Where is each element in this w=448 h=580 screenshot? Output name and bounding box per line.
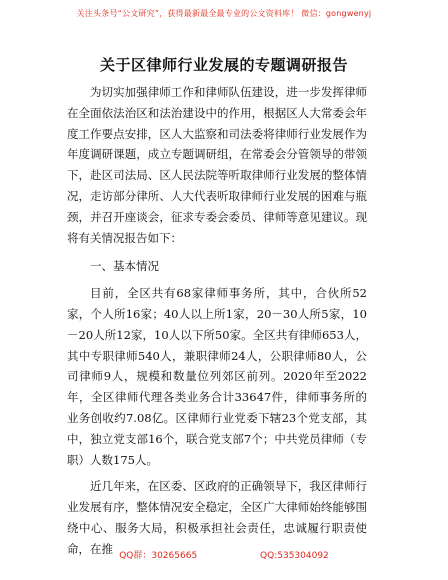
intro-paragraph: 为切实加强律师工作和律师队伍建设，进一步发挥律师在全面依法治区和法治建设中的作用，根据区人大常委会年度工作要点安排，区人大监察和司法委将律师行业发展作为年度调研课题，成立专题调研组，在常委会分管领导的带领下，赴区司法局、区人民法院等听取律师行业发展的整体情况，走访部分律所、人大代表听取律师行业发展的困难与瓶颈，并召开座谈会，征求专委会委员、律师等意见建议。现将有关情况报告如下： bbox=[67, 85, 367, 245]
section-heading: 一、基本情况 bbox=[90, 259, 159, 274]
footer bbox=[0, 548, 448, 561]
body-paragraph: 目前，全区共有68家律师事务所，其中，合伙所52家，个人所16家；40人以上所1家，20－30人所5家，10－20人所12家，10人以下所50家。全区共有律师653人，其中专职律师540人，兼职律师24人，公职律师80人，公司律师9人，规模和数量位列郊区前列。2020年至2022年，全区律师代理各类业务合计33647件，律师事务所的业务创收约7.08亿。区律师行业党委下辖23个党支部，其中，独立党支部16个，联合党支部7个；中共党员律师（专职）人数175人。 bbox=[67, 286, 367, 467]
header-banner: 关注头条号“公文研究”，获得最新最全最专业的公文资料库！ 微信：gongwenyj bbox=[76, 9, 372, 18]
footer-qq: QQ:535304092 bbox=[260, 551, 329, 561]
document-title: 关于区律师行业发展的专题调研报告 bbox=[99, 56, 348, 74]
body-paragraph: 近几年来，在区委、区政府的正确领导下，我区律师行业发展有序，整体情况安全稳定，全区广大律师始终能够围绕中心、服务大局，积极承担社会责任，忠诚履行职责使命，在推 bbox=[67, 479, 367, 556]
document-body bbox=[67, 82, 367, 560]
footer-qq-group: QQ群：30265665 bbox=[119, 551, 198, 561]
